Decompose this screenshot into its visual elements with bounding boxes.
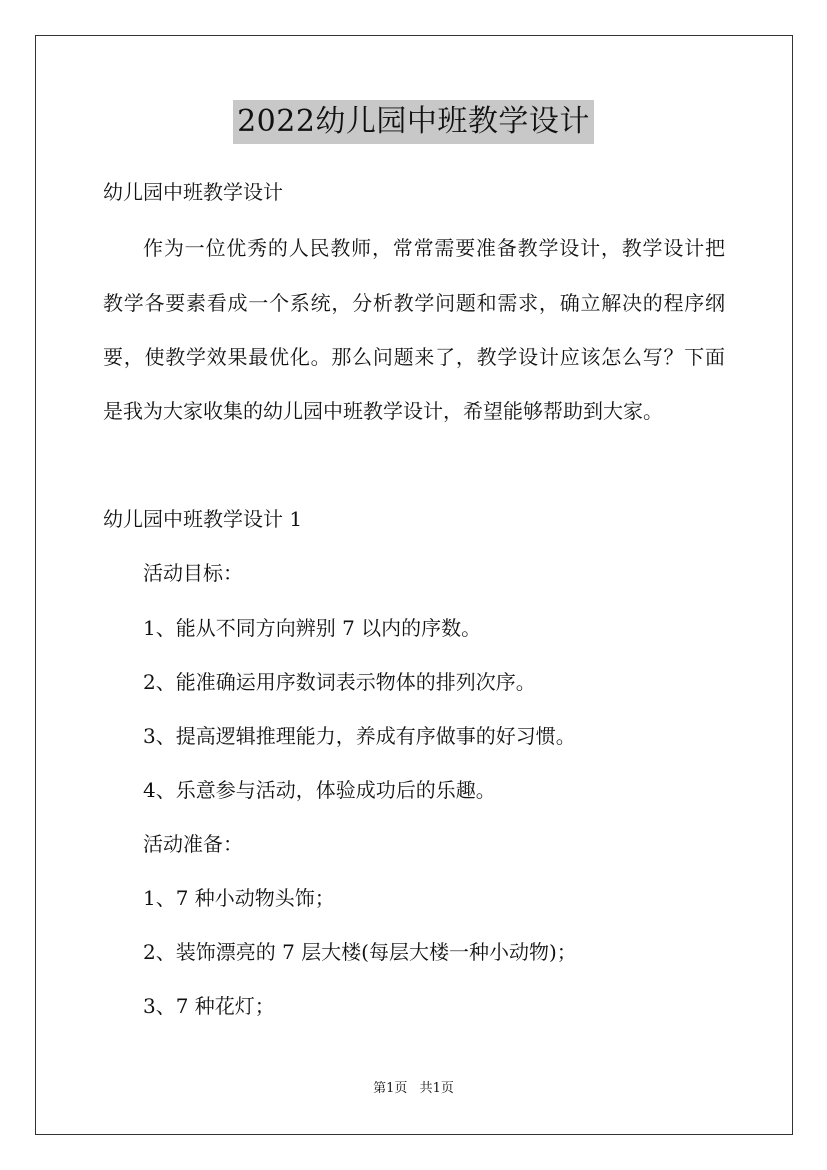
goal-item-2: 2、能准确运用序数词表示物体的排列次序。 xyxy=(143,670,536,694)
title-container xyxy=(0,100,827,144)
intro-line-3: 要，使教学效果最优化。那么问题来了，教学设计应该怎么写？下面 xyxy=(103,345,725,369)
page-total: 共1页 xyxy=(419,1081,454,1096)
prep-item-2: 2、装饰漂亮的 7 层大楼(每层大楼一种小动物)； xyxy=(143,940,577,964)
prep-item-1: 1、7 种小动物头饰； xyxy=(143,886,335,910)
document-subtitle: 幼儿园中班教学设计 xyxy=(103,180,283,204)
prep-heading: 活动准备： xyxy=(143,832,243,856)
goal-item-4: 4、乐意参与活动，体验成功后的乐趣。 xyxy=(143,778,496,802)
section-heading: 幼儿园中班教学设计 1 xyxy=(103,507,303,531)
document-title: 2022幼儿园中班教学设计 xyxy=(233,100,594,144)
prep-item-3: 3、7 种花灯； xyxy=(143,994,275,1018)
page-number: 第1页 xyxy=(373,1081,408,1096)
intro-line-2: 教学各要素看成一个系统，分析教学问题和需求，确立解决的程序纲 xyxy=(103,291,725,315)
intro-line-1: 作为一位优秀的人民教师，常常需要准备教学设计，教学设计把 xyxy=(143,236,725,260)
goal-item-3: 3、提高逻辑推理能力，养成有序做事的好习惯。 xyxy=(143,724,576,748)
goals-heading: 活动目标： xyxy=(143,561,243,585)
goal-item-1: 1、能从不同方向辨别 7 以内的序数。 xyxy=(143,616,482,640)
page-footer xyxy=(0,1080,827,1098)
intro-line-4: 是我为大家收集的幼儿园中班教学设计，希望能够帮助到大家。 xyxy=(103,399,663,423)
